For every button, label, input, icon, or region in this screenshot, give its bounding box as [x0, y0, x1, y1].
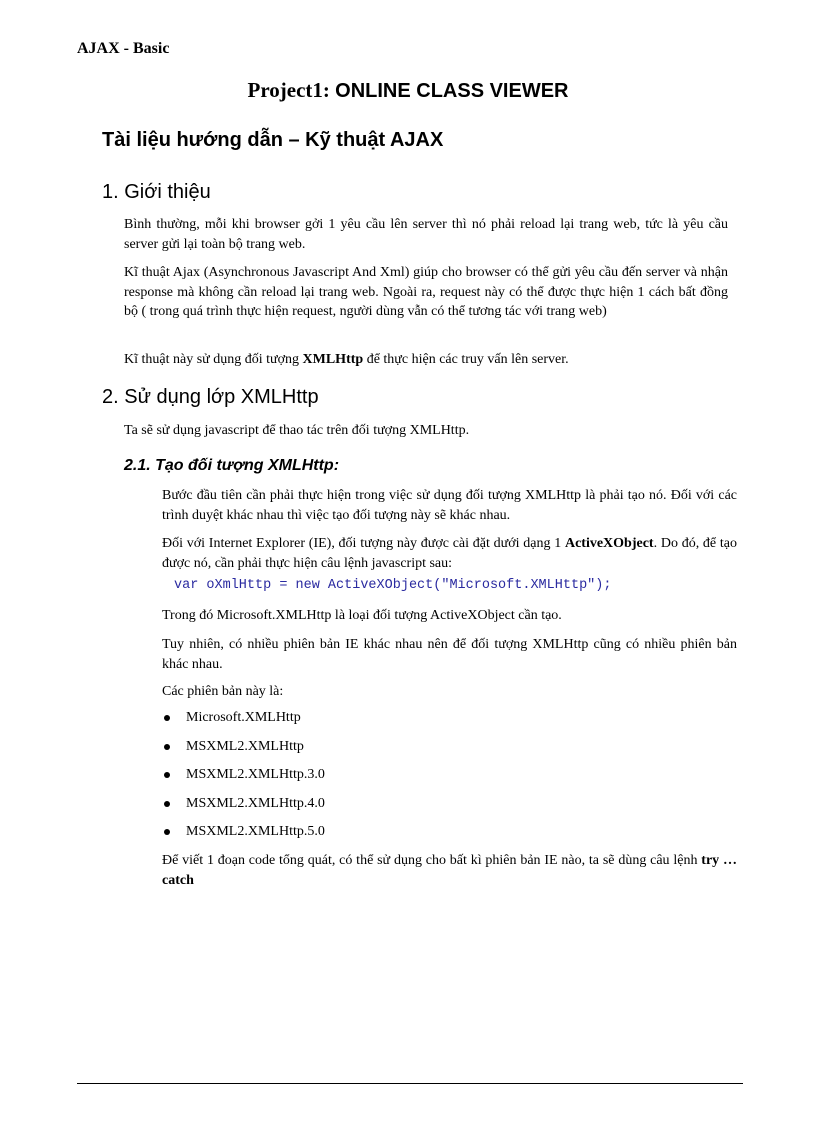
text-run: Đối với Internet Explorer (IE), đối tượng này được cài đặt dưới dạng 1	[162, 536, 565, 551]
subsection-paragraph-3: Trong đó Microsoft.XMLHttp là loại đối tượng ActiveXObject cần tạo.	[162, 608, 562, 623]
subsection-2-1-heading: 2.1. Tạo đối tượng XMLHttp:	[124, 457, 340, 474]
section-2-paragraph-1: Ta sẽ sử dụng javascript để thao tác trên đối tượng XMLHttp.	[124, 423, 470, 438]
bullet-icon	[164, 829, 170, 835]
document-heading: Tài liệu hướng dẫn – Kỹ thuật AJAX	[102, 129, 444, 151]
list-item-text: MSXML2.XMLHttp.4.0	[186, 795, 325, 811]
text-run: Kĩ thuật này sử dụng đối tượng	[124, 352, 303, 367]
section-2-heading: 2. Sử dụng lớp XMLHttp	[102, 386, 319, 408]
title-prefix: Project1:	[247, 78, 336, 102]
page-header: AJAX - Basic	[77, 40, 170, 57]
list-item-text: Microsoft.XMLHttp	[186, 710, 301, 725]
list-item-text: MSXML2.XMLHttp	[186, 738, 304, 754]
bullet-icon	[164, 801, 170, 807]
list-item	[162, 794, 325, 823]
list-item	[162, 737, 325, 766]
list-item-text: MSXML2.XMLHttp.5.0	[186, 824, 325, 839]
code-snippet: var oXmlHttp = new ActiveXObject("Microsoft.XMLHttp");	[174, 578, 612, 593]
list-item-text: MSXML2.XMLHttp.3.0	[186, 767, 325, 782]
bold-term-xmlhttp: XMLHttp	[302, 352, 364, 367]
text-run: để thực hiện các truy vấn lên server.	[363, 352, 569, 367]
subsection-paragraph-1: Bước đầu tiên cần phải thực hiện trong việc sử dụng đối tượng XMLHttp là phải tạo nó. Đối với các trình duyệt khác nhau thì việc tạo đối tượng này sẽ khác nhau.	[162, 488, 737, 523]
section-1-heading: 1. Giới thiệu	[102, 181, 211, 203]
bold-term-try-catch: try … catch	[162, 853, 737, 888]
subsection-paragraph-2	[162, 534, 737, 573]
bullet-icon	[164, 772, 170, 778]
section-1-paragraph-1: Bình thường, mỗi khi browser gởi 1 yêu cầu lên server thì nó phải reload lại trang web, tức là yêu cầu server gửi lại toàn bộ trang web.	[124, 217, 728, 252]
bold-term-activexobject: ActiveXObject	[564, 536, 654, 551]
subsection-paragraph-4: Tuy nhiên, có nhiều phiên bản IE khác nhau nên để đối tượng XMLHttp cũng có nhiều phiên bản khác nhau.	[162, 637, 737, 672]
text-run: Để viết 1 đoạn code tổng quát, có thể sử dụng cho bất kì phiên bản IE nào, ta sẽ dùng câu lệnh	[162, 853, 702, 868]
list-item	[162, 708, 325, 737]
subsection-paragraph-6	[162, 851, 737, 890]
title-main: ONLINE CLASS VIEWER	[335, 80, 569, 102]
footer-divider	[77, 1083, 743, 1084]
text-run: . Do đó, để tạo được nó, cần phải thực hiện câu lệnh javascript sau:	[162, 536, 737, 571]
subsection-paragraph-5: Các phiên bản này là:	[162, 684, 284, 699]
section-1-paragraph-2: Kĩ thuật Ajax (Asynchronous Javascript And Xml) giúp cho browser có thể gửi yêu cầu đến server và nhận response mà không cần reload lại trang web. Ngoài ra, request này có thể được thực hiện 1 cách bất đồng bộ ( trong quá trình thực hiện request, người dùng vẫn có thể tương tác với trang web)	[124, 265, 728, 319]
page-title	[0, 78, 816, 103]
version-list	[162, 708, 325, 851]
list-item	[162, 765, 325, 794]
section-1-paragraph-3	[124, 350, 728, 370]
list-item	[162, 822, 325, 851]
bullet-icon	[164, 715, 170, 721]
bullet-icon	[164, 744, 170, 750]
